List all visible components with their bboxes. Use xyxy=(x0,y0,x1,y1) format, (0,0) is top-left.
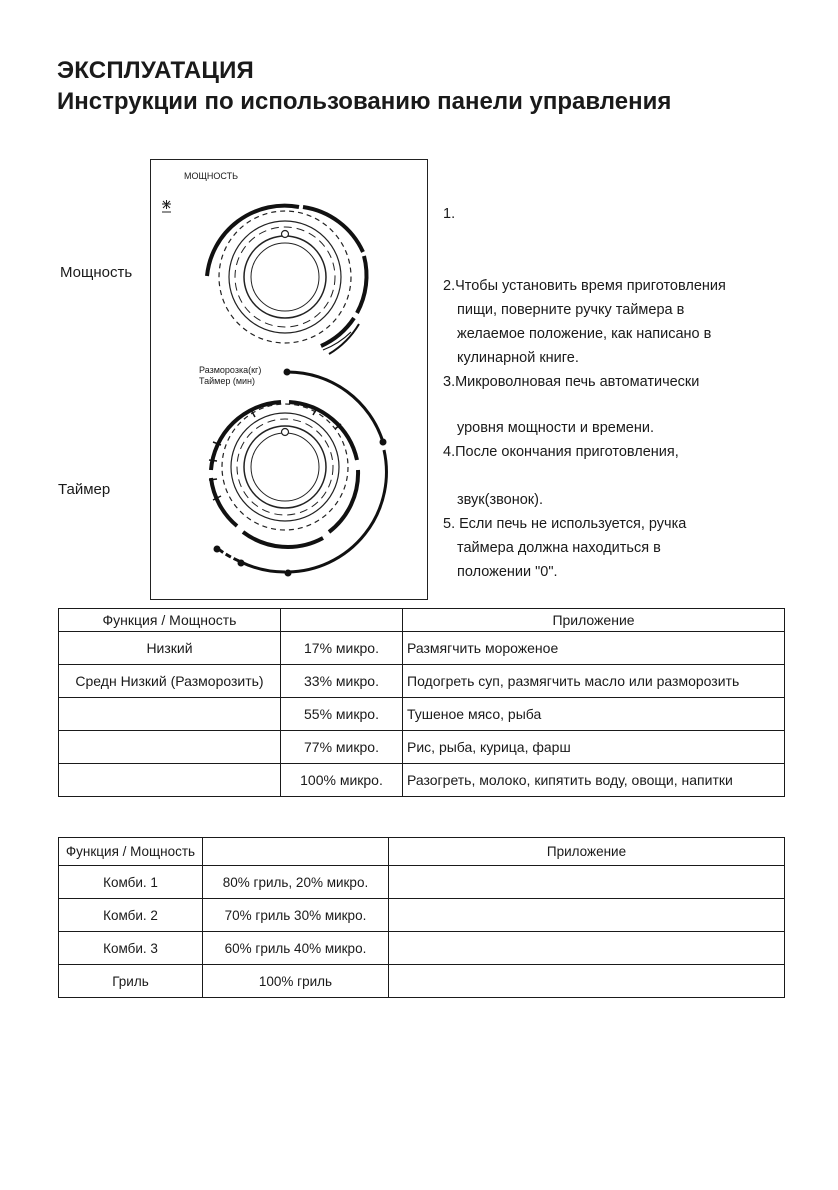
table-cell: 33% микро. xyxy=(281,665,403,698)
table-cell: 60% гриль 40% микро. xyxy=(203,932,389,965)
instruction-line: положении "0". xyxy=(457,564,558,580)
table-cell: Разогреть, молоко, кипятить воду, овощи, напитки xyxy=(403,764,785,797)
table-cell xyxy=(389,932,785,965)
timer-knob[interactable] xyxy=(209,369,387,577)
instruction-line: желаемое положение, как написано в xyxy=(457,326,712,342)
table-cell: Размягчить мороженое xyxy=(403,632,785,665)
instruction-line: уровня мощности и времени. xyxy=(457,420,654,436)
table-row xyxy=(59,665,785,698)
instruction-line: пищи, поверните ручку таймера в xyxy=(457,302,685,318)
power-knob[interactable] xyxy=(207,206,367,354)
instructions-list-4 xyxy=(443,488,686,584)
table-row xyxy=(59,866,785,899)
defrost-icon xyxy=(162,200,171,212)
table-cell: Комби. 1 xyxy=(59,866,203,899)
timer-side-label: Таймер xyxy=(58,481,111,498)
table-cell xyxy=(59,731,281,764)
table-cell: Рис, рыба, курица, фарш xyxy=(403,731,785,764)
instruction-line: кулинарной книге. xyxy=(457,350,579,366)
timer-caption-defrost: Разморозка(кг) xyxy=(199,365,262,375)
table-header-row xyxy=(59,838,785,866)
control-panel-diagram xyxy=(150,159,428,600)
grill-combi-table xyxy=(58,837,785,998)
table-row xyxy=(59,932,785,965)
table-header-cell: Приложение xyxy=(403,609,785,632)
table-cell: Гриль xyxy=(59,965,203,998)
table-cell: Комби. 3 xyxy=(59,932,203,965)
table-cell xyxy=(59,698,281,731)
instruction-line: 4.После окончания приготовления, xyxy=(443,444,679,460)
table-header-row xyxy=(59,609,785,632)
table-cell: Подогреть суп, размягчить масло или разморозить xyxy=(403,665,785,698)
table-row xyxy=(59,764,785,797)
knobs-drawing xyxy=(151,160,429,601)
table-cell: 55% микро. xyxy=(281,698,403,731)
table-header-cell: Приложение xyxy=(389,838,785,866)
table-row xyxy=(59,731,785,764)
table-cell: 17% микро. xyxy=(281,632,403,665)
instruction-line: 2.Чтобы установить время приготовления xyxy=(443,278,726,294)
power-caption: МОЩНОСТЬ xyxy=(184,171,239,181)
table-row xyxy=(59,632,785,665)
table-cell xyxy=(389,899,785,932)
page-title: ЭКСПЛУАТАЦИЯ xyxy=(57,57,255,84)
page-subtitle: Инструкции по использованию панели управления xyxy=(57,88,672,115)
instructions-list xyxy=(443,202,455,226)
table-cell xyxy=(59,764,281,797)
table-row xyxy=(59,899,785,932)
instructions-list-2 xyxy=(443,274,726,394)
table-cell: 77% микро. xyxy=(281,731,403,764)
table-cell: 70% гриль 30% микро. xyxy=(203,899,389,932)
instruction-line: звук(звонок). xyxy=(457,492,543,508)
table-cell xyxy=(389,866,785,899)
table-cell: Тушеное мясо, рыба xyxy=(403,698,785,731)
instructions-list-3 xyxy=(443,416,679,464)
table-cell xyxy=(389,965,785,998)
table-cell: Средн Низкий (Разморозить) xyxy=(59,665,281,698)
instruction-line: 5. Если печь не используется, ручка xyxy=(443,516,687,532)
power-side-label: Мощность xyxy=(60,264,133,281)
table-cell: 100% гриль xyxy=(203,965,389,998)
table-cell: Низкий xyxy=(59,632,281,665)
table-cell: 80% гриль, 20% микро. xyxy=(203,866,389,899)
table-header-cell xyxy=(203,838,389,866)
instruction-line: таймера должна находиться в xyxy=(457,540,661,556)
table-header-cell: Функция / Мощность xyxy=(59,609,281,632)
table-header-cell xyxy=(281,609,403,632)
timer-caption-minutes: Таймер (мин) xyxy=(199,376,256,386)
table-row xyxy=(59,965,785,998)
table-cell: Комби. 2 xyxy=(59,899,203,932)
instruction-line: 1. xyxy=(443,206,456,222)
microwave-power-table xyxy=(58,608,785,797)
table-cell: 100% микро. xyxy=(281,764,403,797)
table-header-cell: Функция / Мощность xyxy=(59,838,203,866)
table-row xyxy=(59,698,785,731)
instruction-line: 3.Микроволновая печь автоматически xyxy=(443,374,700,390)
